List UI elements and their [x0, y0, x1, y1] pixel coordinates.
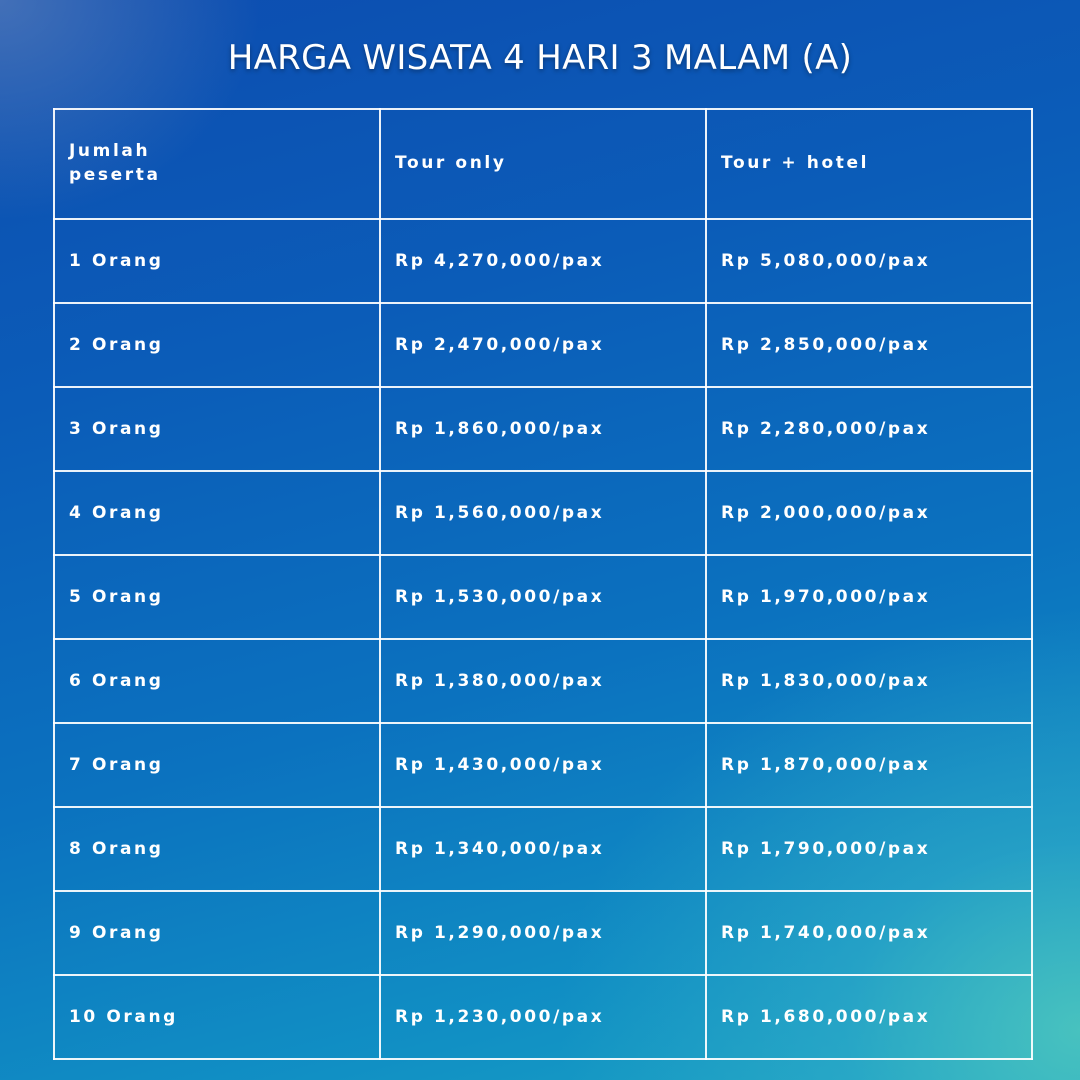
table-row [54, 891, 1032, 975]
table-header-row [54, 109, 1032, 219]
participants-cell: 5 Orang [54, 555, 380, 639]
table-row [54, 807, 1032, 891]
participants-cell: 1 Orang [54, 219, 380, 303]
tour-only-price-cell: Rp 2,470,000/pax [380, 303, 706, 387]
tour-hotel-price-cell: Rp 1,740,000/pax [706, 891, 1032, 975]
tour-hotel-price-cell: Rp 1,830,000/pax [706, 639, 1032, 723]
tour-only-price-cell: Rp 1,430,000/pax [380, 723, 706, 807]
table-row [54, 975, 1032, 1059]
participants-cell: 4 Orang [54, 471, 380, 555]
price-table [53, 108, 1033, 1060]
participants-cell: 3 Orang [54, 387, 380, 471]
tour-only-price-cell: Rp 1,290,000/pax [380, 891, 706, 975]
table-row [54, 303, 1032, 387]
tour-hotel-price-cell: Rp 1,790,000/pax [706, 807, 1032, 891]
page-title: HARGA WISATA 4 HARI 3 MALAM (A) [227, 38, 853, 78]
tour-only-price-cell: Rp 1,230,000/pax [380, 975, 706, 1059]
table-row [54, 219, 1032, 303]
header-cell-participants [54, 109, 380, 219]
header-cell-tour-hotel: Tour + hotel [706, 109, 1032, 219]
participants-cell: 8 Orang [54, 807, 380, 891]
tour-hotel-price-cell: Rp 1,970,000/pax [706, 555, 1032, 639]
header-cell-tour-only: Tour only [380, 109, 706, 219]
table-row [54, 555, 1032, 639]
tour-hotel-price-cell: Rp 1,870,000/pax [706, 723, 1032, 807]
tour-hotel-price-cell: Rp 2,280,000/pax [706, 387, 1032, 471]
header-label-participants: Jumlah peserta [69, 141, 161, 185]
participants-cell: 6 Orang [54, 639, 380, 723]
tour-only-price-cell: Rp 1,380,000/pax [380, 639, 706, 723]
tour-hotel-price-cell: Rp 2,850,000/pax [706, 303, 1032, 387]
participants-cell: 7 Orang [54, 723, 380, 807]
table-row [54, 639, 1032, 723]
table-row [54, 471, 1032, 555]
tour-hotel-price-cell: Rp 1,680,000/pax [706, 975, 1032, 1059]
participants-cell: 2 Orang [54, 303, 380, 387]
tour-hotel-price-cell: Rp 5,080,000/pax [706, 219, 1032, 303]
participants-cell: 9 Orang [54, 891, 380, 975]
tour-only-price-cell: Rp 1,340,000/pax [380, 807, 706, 891]
table-row [54, 387, 1032, 471]
tour-only-price-cell: Rp 1,560,000/pax [380, 471, 706, 555]
participants-cell: 10 Orang [54, 975, 380, 1059]
tour-only-price-cell: Rp 1,860,000/pax [380, 387, 706, 471]
tour-only-price-cell: Rp 4,270,000/pax [380, 219, 706, 303]
tour-only-price-cell: Rp 1,530,000/pax [380, 555, 706, 639]
tour-hotel-price-cell: Rp 2,000,000/pax [706, 471, 1032, 555]
table-row [54, 723, 1032, 807]
